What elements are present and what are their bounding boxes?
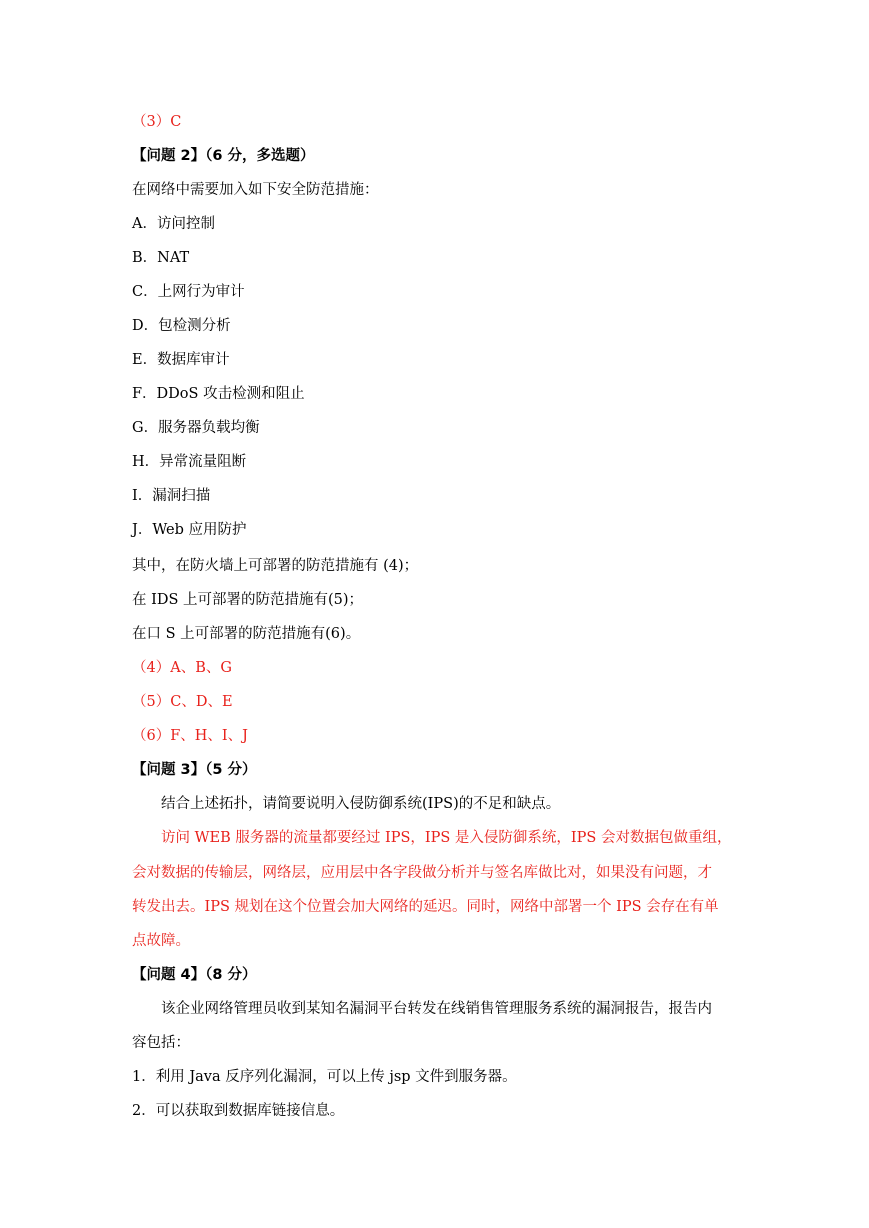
q3-answer-line-4: 点故障。 xyxy=(132,933,190,949)
answer-6: （6）F、H、I、J xyxy=(132,728,248,744)
q2-heading: 【问题 2】（6 分，多选题） xyxy=(132,148,315,164)
q4-intro-line-2: 容包括： xyxy=(132,1035,190,1051)
q2-option-e: E．数据库审计 xyxy=(132,352,230,368)
q2-option-i: I．漏洞扫描 xyxy=(132,488,211,504)
q3-answer-line-2: 会对数据的传输层，网络层，应用层中各字段做分析并与签名库做比对，如果没有问题，才 xyxy=(132,865,712,881)
q3-answer-line-3: 转发出去。IPS 规划在这个位置会加大网络的延迟。同时，网络中部署一个 IPS 会存在有单 xyxy=(132,899,719,915)
q4-heading: 【问题 4】（8 分） xyxy=(132,967,257,983)
q3-question: 结合上述拓扑，请简要说明入侵防御系统(IPS)的不足和缺点。 xyxy=(161,796,561,812)
q2-option-g: G．服务器负载均衡 xyxy=(132,420,260,436)
q2-option-b: B．NAT xyxy=(132,250,190,266)
q2-blank-5: 在 IDS 上可部署的防范措施有(5)； xyxy=(132,592,364,608)
q2-blank-6: 在口 S 上可部署的防范措施有(6)。 xyxy=(132,626,361,642)
answer-3: （3）C xyxy=(132,114,182,130)
q3-answer-line-1: 访问 WEB 服务器的流量都要经过 IPS，IPS 是入侵防御系统，IPS 会对数据包做重组， xyxy=(161,830,732,846)
q3-heading: 【问题 3】（5 分） xyxy=(132,762,257,778)
q2-option-c: C．上网行为审计 xyxy=(132,284,245,300)
q4-item-2: 2．可以获取到数据库链接信息。 xyxy=(132,1103,345,1119)
q2-option-f: F．DDoS 攻击检测和阻止 xyxy=(132,386,305,402)
answer-4: （4）A、B、G xyxy=(132,660,232,676)
q2-option-h: H．异常流量阻断 xyxy=(132,454,247,470)
q2-option-d: D．包检测分析 xyxy=(132,318,231,334)
q4-intro-line-1: 该企业网络管理员收到某知名漏洞平台转发在线销售管理服务系统的漏洞报告，报告内 xyxy=(161,1001,712,1017)
q2-option-j: J．Web 应用防护 xyxy=(132,522,247,538)
q2-blank-4: 其中，在防火墙上可部署的防范措施有 (4)； xyxy=(132,558,419,574)
answer-5: （5）C、D、E xyxy=(132,694,233,710)
q2-option-a: A．访问控制 xyxy=(132,216,215,232)
q4-item-1: 1．利用 Java 反序列化漏洞，可以上传 jsp 文件到服务器。 xyxy=(132,1069,517,1085)
q2-intro: 在网络中需要加入如下安全防范措施： xyxy=(132,182,379,198)
